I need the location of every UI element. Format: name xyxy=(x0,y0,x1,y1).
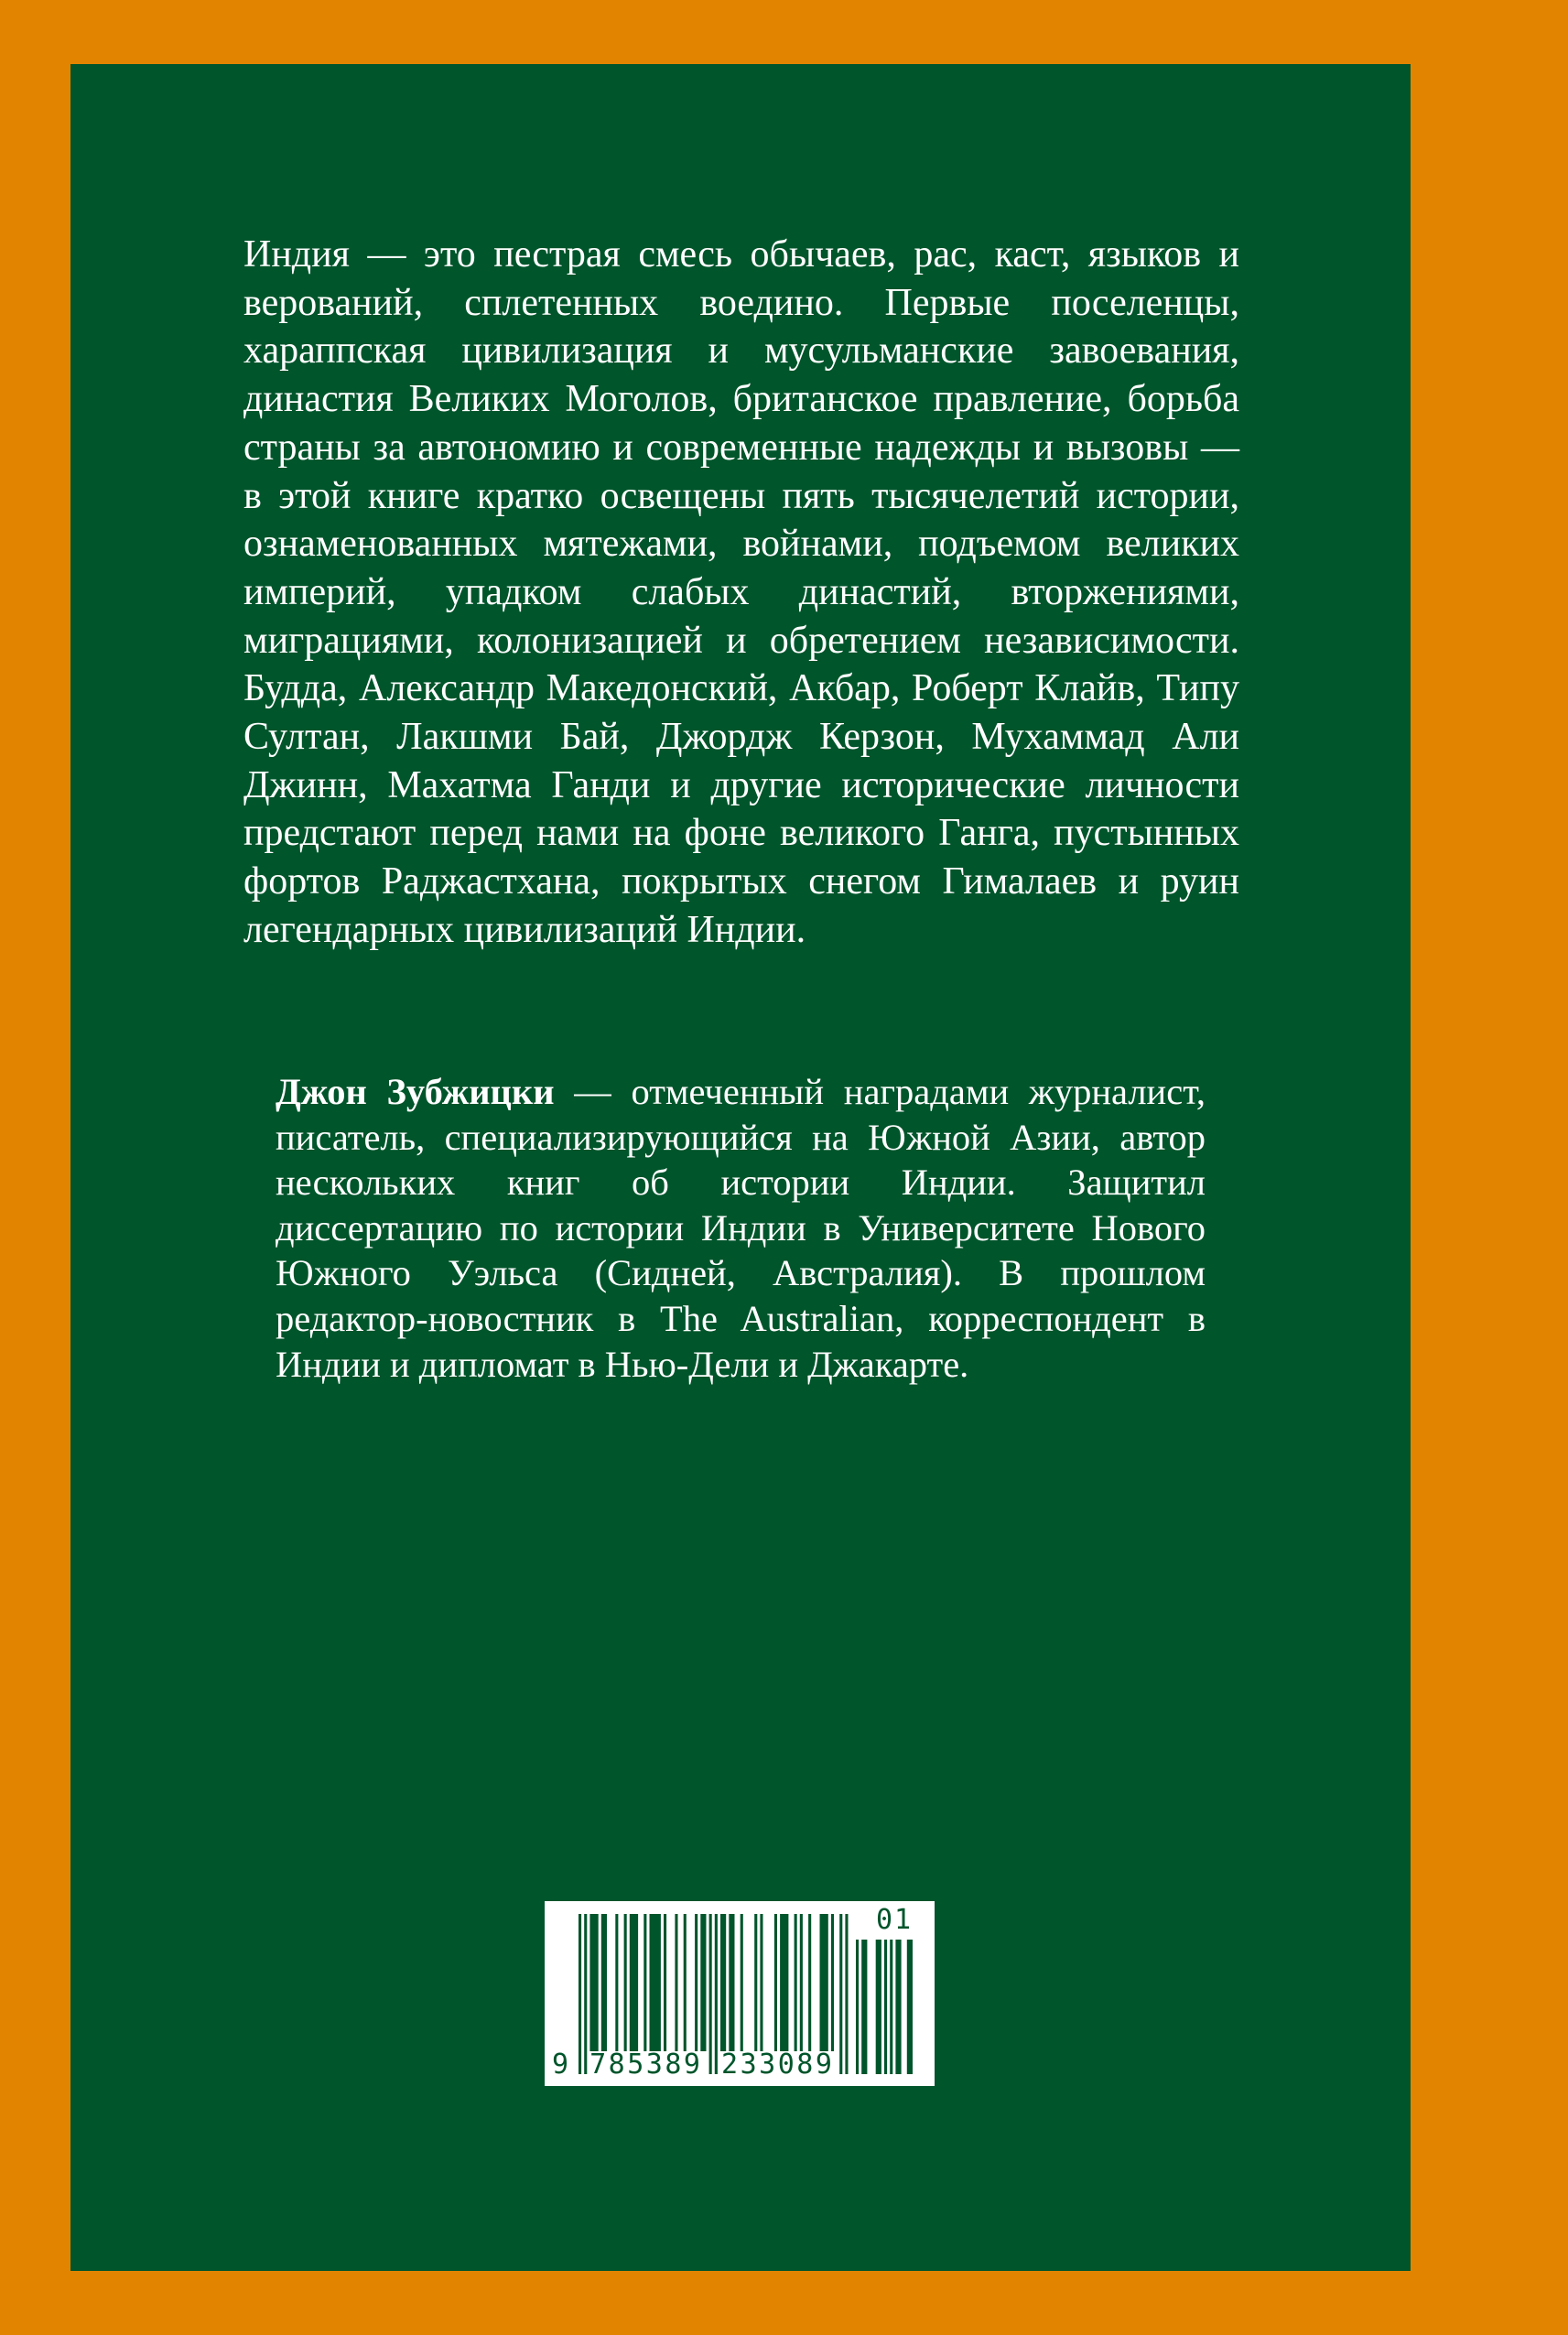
barcode-bar xyxy=(839,1914,842,2074)
barcode-bar xyxy=(760,1914,762,2051)
isbn-number: 9 785389 233089 xyxy=(552,2049,835,2081)
barcode-bar xyxy=(624,1914,627,2051)
author-name: Джон Зубжицки xyxy=(276,1071,555,1112)
barcode-bar xyxy=(684,1914,687,2051)
barcode-bar xyxy=(729,1914,734,2051)
barcode-bar xyxy=(845,1914,848,2074)
barcode-bar xyxy=(774,1914,777,2051)
addon-number: 01 xyxy=(876,1904,914,1936)
barcode-bar xyxy=(800,1914,803,2051)
barcode-bar xyxy=(808,1914,811,2051)
barcode-bar xyxy=(630,1914,638,2051)
barcode-bar xyxy=(675,1914,677,2051)
barcode-bar xyxy=(741,1914,743,2051)
barcode-bar xyxy=(700,1914,706,2051)
barcode-bar xyxy=(664,1914,666,2051)
barcode-addon-bar xyxy=(856,1940,859,2074)
isbn-barcode xyxy=(545,1901,935,2086)
author-bio xyxy=(276,1069,1206,1387)
barcode-bar xyxy=(601,1914,607,2051)
barcode-bar xyxy=(615,1914,618,2051)
barcode-addon-bar xyxy=(895,1940,901,2074)
barcode-bar xyxy=(820,1914,828,2051)
barcode-bar xyxy=(831,1914,834,2051)
barcode-addon-bar xyxy=(907,1940,913,2074)
barcode-bar xyxy=(695,1914,697,2051)
author-bio-text: — отмеченный наградами журналист, писатель, специализирующийся на Южной Азии, автор нескольких книг об истории Индии. Защитил диссертацию по истории Индии в Университете Нового Южного Уэльса (Сидней, Австралия). В прошлом редактор-новостник в The Australian, корреспондент в Индии и дипломат в Нью-Дели и Джакарте. xyxy=(276,1071,1206,1385)
barcode-bar xyxy=(650,1914,661,2051)
book-blurb: Индия — это пестрая смесь обычаев, рас, каст, языков и верований, сплетенных воедино. Первые поселенцы, хараппская цивилизация и мусульманские завоевания, династия Великих Моголов, британское правление, борьба страны за автономию и современные надежды и вызовы — в этой книге кратко освещены пять тысячелетий истории, ознаменованных мятежами, войнами, подъемом великих империй, упадком слабых династий, вторжениями, миграциями, колонизацией и обретением независимости. Будда, Александр Македонский, Акбар, Роберт Клайв, Типу Султан, Лакшми Бай, Джордж Керзон, Мухаммад Али Джинн, Махатма Ганди и другие исторические личности предстают перед нами на фоне великого Ганга, пустынных фортов Раджастхана, покрытых снегом Гималаев и руин легендарных цивилизаций Индии. xyxy=(243,233,1239,951)
barcode-addon-bar xyxy=(890,1940,892,2074)
barcode-bar xyxy=(795,1914,797,2051)
barcode-addon-bar xyxy=(861,1940,867,2074)
barcode-bar xyxy=(589,1914,598,2051)
barcode-addon-bar xyxy=(876,1940,881,2074)
barcode-bar xyxy=(720,1914,726,2051)
barcode-bar xyxy=(643,1914,646,2051)
barcode-addon-bar xyxy=(884,1940,887,2074)
barcode-bar xyxy=(754,1914,757,2051)
barcode-bar xyxy=(780,1914,788,2051)
